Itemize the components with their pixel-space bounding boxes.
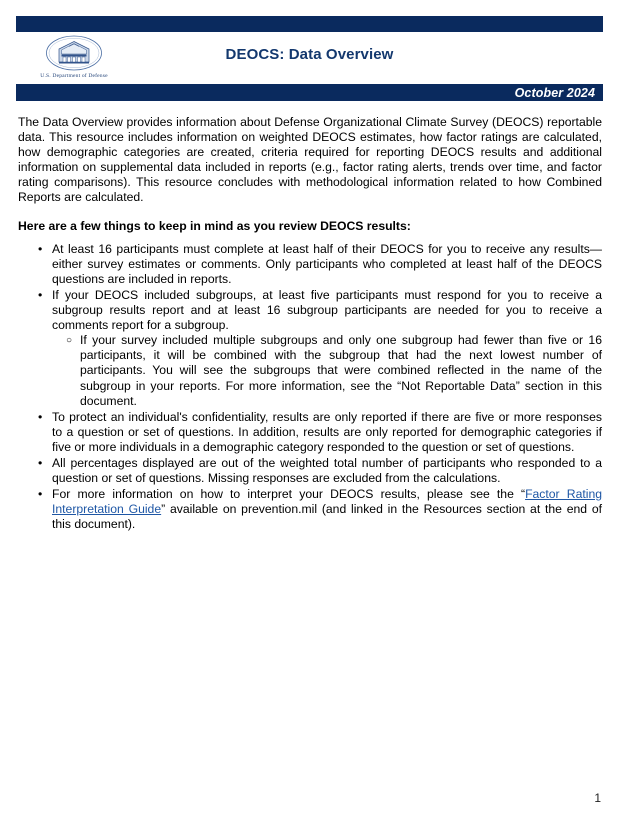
document-page — [0, 16, 619, 823]
header-middle — [0, 32, 619, 84]
page-title: DEOCS: Data Overview — [225, 46, 394, 63]
document-date: October 2024 — [514, 85, 595, 100]
dod-logo-caption: U.S. Department of Defense — [40, 73, 108, 79]
factor-rating-interpretation-guide-link[interactable]: Factor Rating Interpretation Guide — [52, 487, 603, 517]
key-points-list — [18, 242, 602, 533]
list-item — [18, 410, 602, 455]
bullet-marker-icon: • — [38, 287, 43, 302]
bullet-marker-icon: • — [38, 455, 43, 470]
sub-list-item-text: If your survey included multiple subgroups and only one subgroup had fewer than five or 16 participants, it will be combined with the subgroup that had the next lowest number of participants. You will see the subgroups that were combined reflected in the name of the subgroup in your reports. For more information, see the “Not Reportable Data” section in this document. — [80, 333, 602, 408]
list-item-text: At least 16 participants must complete at least half of their DEOCS for you to receive any results—either survey estimates or comments. Only participants who completed at least half of the DEOCS questions are included in reports. — [52, 241, 602, 286]
bullet-marker-icon: • — [38, 241, 43, 256]
sub-bullet-marker-icon: ○ — [66, 335, 73, 347]
header-top-bar — [16, 16, 603, 32]
lead-heading: Here are a few things to keep in mind as you review DEOCS results: — [18, 218, 411, 233]
sub-list-item — [52, 333, 602, 408]
page-number: 1 — [594, 791, 601, 805]
bullet-marker-icon: • — [38, 487, 43, 502]
bullet-marker-icon: • — [38, 409, 43, 424]
list-item-text: All percentages displayed are out of the weighted total number of participants who responded to a question or set of questions. Missing responses are excluded from the calculations. — [52, 455, 602, 486]
list-item — [18, 456, 602, 486]
list-item-text: To protect an individual's confidentiality, results are only reported if there are five or more responses to a question or set of questions. In addition, results are only reported for demographic categories if five or more individuals in a demographic category responded to the question or set of questions. — [52, 409, 602, 454]
list-item — [18, 487, 602, 532]
document-header — [0, 16, 619, 101]
sub-list — [52, 333, 602, 408]
list-item-text-before: For more information on how to interpret your DEOCS results, please see the “ — [52, 487, 526, 502]
document-body — [0, 115, 619, 532]
header-date-bar — [16, 84, 603, 101]
list-item-text: If your DEOCS included subgroups, at least five participants must respond for you to receive a subgroup results report and at least 16 subgroup participants are needed for you to receive a comments report for a subgroup. — [52, 287, 602, 333]
intro-paragraph: The Data Overview provides information about Defense Organizational Climate Survey (DEOCS) reportable data. This resource includes information on weighted DEOCS estimates, how factor ratings are calculated, how demographic categories are created, criteria required for reporting DEOCS results and additional information on supplemental data included in reports (e.g., factor rating alerts, trends over time, and factor rating comparisons). This resource concludes with methodological information related to how Combined Reports are calculated. — [18, 115, 602, 205]
list-item — [18, 242, 602, 287]
list-item — [18, 288, 602, 409]
list-item-text-after: ” available on prevention.mil (and linked in the Resources section at the end of this document). — [52, 502, 602, 532]
